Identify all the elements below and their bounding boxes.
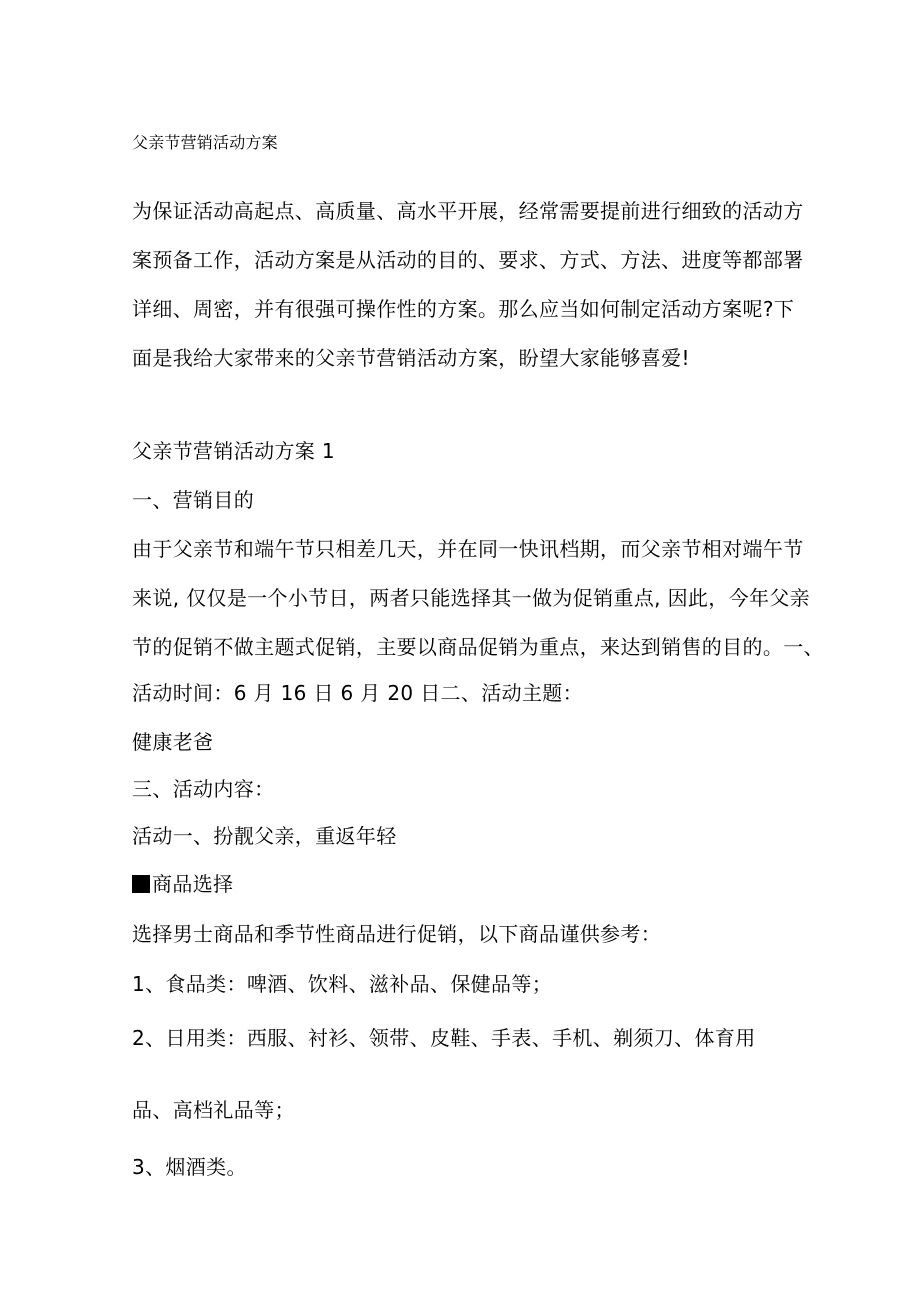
list-item-continued: 品、高档礼品等； xyxy=(132,1098,295,1122)
goods-heading-text: 商品选择 xyxy=(152,872,234,896)
goods-heading xyxy=(132,870,233,898)
paragraph-line: 来说, 仅仅是一个小节日，两者只能选择其一做为促销重点, 因此，今年父亲 xyxy=(132,586,811,610)
list-item: 3、烟酒类。 xyxy=(132,1155,247,1179)
heading-activity-content: 三、活动内容： xyxy=(132,777,275,801)
intro-line: 案预备工作，活动方案是从活动的目的、要求、方式、方法、进度等都部署 xyxy=(132,248,804,272)
activity-theme: 健康老爸 xyxy=(132,730,214,754)
intro-line: 面是我给大家带来的父亲节营销活动方案，盼望大家能够喜爱! xyxy=(132,346,690,370)
intro-line: 详细、周密，并有很强可操作性的方案。那么应当如何制定活动方案呢?下 xyxy=(132,297,795,321)
document-title: 父亲节营销活动方案 xyxy=(132,133,278,152)
list-item: 1、食品类：啤酒、饮料、滋补品、保健品等； xyxy=(132,972,553,996)
intro-line: 为保证活动高起点、高质量、高水平开展，经常需要提前进行细致的活动方 xyxy=(132,199,804,223)
paragraph-line: 由于父亲节和端午节只相差几天，并在同一快讯档期，而父亲节相对端午节 xyxy=(132,537,804,561)
heading-marketing-goal: 一、营销目的 xyxy=(132,488,255,512)
paragraph-line: 活动时间：6 月 16 日 6 月 20 日二、活动主题： xyxy=(132,681,583,705)
goods-intro: 选择男士商品和季节性商品进行促销，以下商品谨供参考： xyxy=(132,922,662,946)
paragraph-line: 节的促销不做主题式促销，主要以商品促销为重点，来达到销售的目的。一、 xyxy=(132,635,824,659)
activity-one: 活动一、扮靓父亲，重返年轻 xyxy=(132,824,397,848)
black-square-bullet-icon xyxy=(132,875,150,893)
list-item: 2、日用类：西服、衬衫、领带、皮鞋、手表、手机、剃须刀、体育用 xyxy=(132,1026,756,1050)
section-title: 父亲节营销活动方案 1 xyxy=(132,439,335,463)
